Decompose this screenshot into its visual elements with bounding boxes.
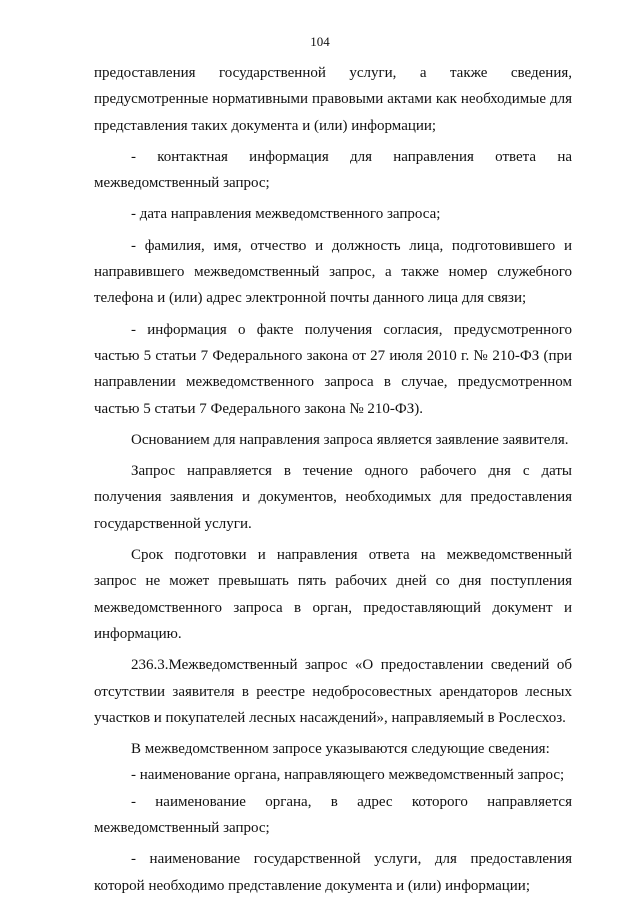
paragraph-response-deadline: Срок подготовки и направления ответа на межведомственный запрос не может превышать пять рабочих дней со дня поступления межведомственного запроса в орган, предоставляющий документ и информацию. bbox=[94, 547, 572, 642]
paragraph-request-contents: В межведомственном запросе указываются следующие сведения: bbox=[131, 741, 550, 758]
document-body bbox=[94, 60, 572, 899]
list-item-receiving-organ: - наименование органа, в адрес которого направляется межведомственный запрос; bbox=[94, 793, 572, 837]
list-item-service-name: - наименование государственной услуги, для предоставления которой необходимо представление документа и (или) информации; bbox=[94, 851, 572, 894]
page-number: 104 bbox=[310, 34, 330, 49]
paragraph-request-timing: Запрос направляется в течение одного рабочего дня с даты получения заявления и документов, необходимых для предоставления государственной услуги. bbox=[94, 463, 572, 532]
paragraph-continuation: предоставления государственной услуги, а также сведения, предусмотренные нормативными правовыми актами как необходимые для представления таких документа и (или) информации; bbox=[94, 65, 572, 134]
paragraph-section-236-3: 236.3.Межведомственный запрос «О предоставлении сведений об отсутствии заявителя в реестре недобросовестных арендаторов лесных участков и покупателей лесных насаждений», направляемый в Рослесхоз. bbox=[94, 657, 572, 726]
list-item-contact-info: - контактная информация для направления ответа на межведомственный запрос; bbox=[94, 148, 572, 192]
list-item-request-date: - дата направления межведомственного запроса; bbox=[131, 206, 441, 223]
list-item-official-details: - фамилия, имя, отчество и должность лица, подготовившего и направившего межведомственный запрос, а также номер служебного телефона и (или) адрес электронной почты данного лица для связи; bbox=[94, 237, 572, 307]
list-item-sending-organ: - наименование органа, направляющего межведомственный запрос; bbox=[131, 767, 565, 784]
list-item-consent-info: - информация о факте получения согласия, предусмотренного частью 5 статьи 7 Федерального закона от 27 июля 2010 г. № 210-ФЗ (при направлении межведомственного запроса в случае, предусмотренном частью 5 статьи 7 Федерального закона № 210-ФЗ). bbox=[94, 321, 572, 417]
paragraph-basis: Основанием для направления запроса является заявление заявителя. bbox=[131, 431, 569, 448]
